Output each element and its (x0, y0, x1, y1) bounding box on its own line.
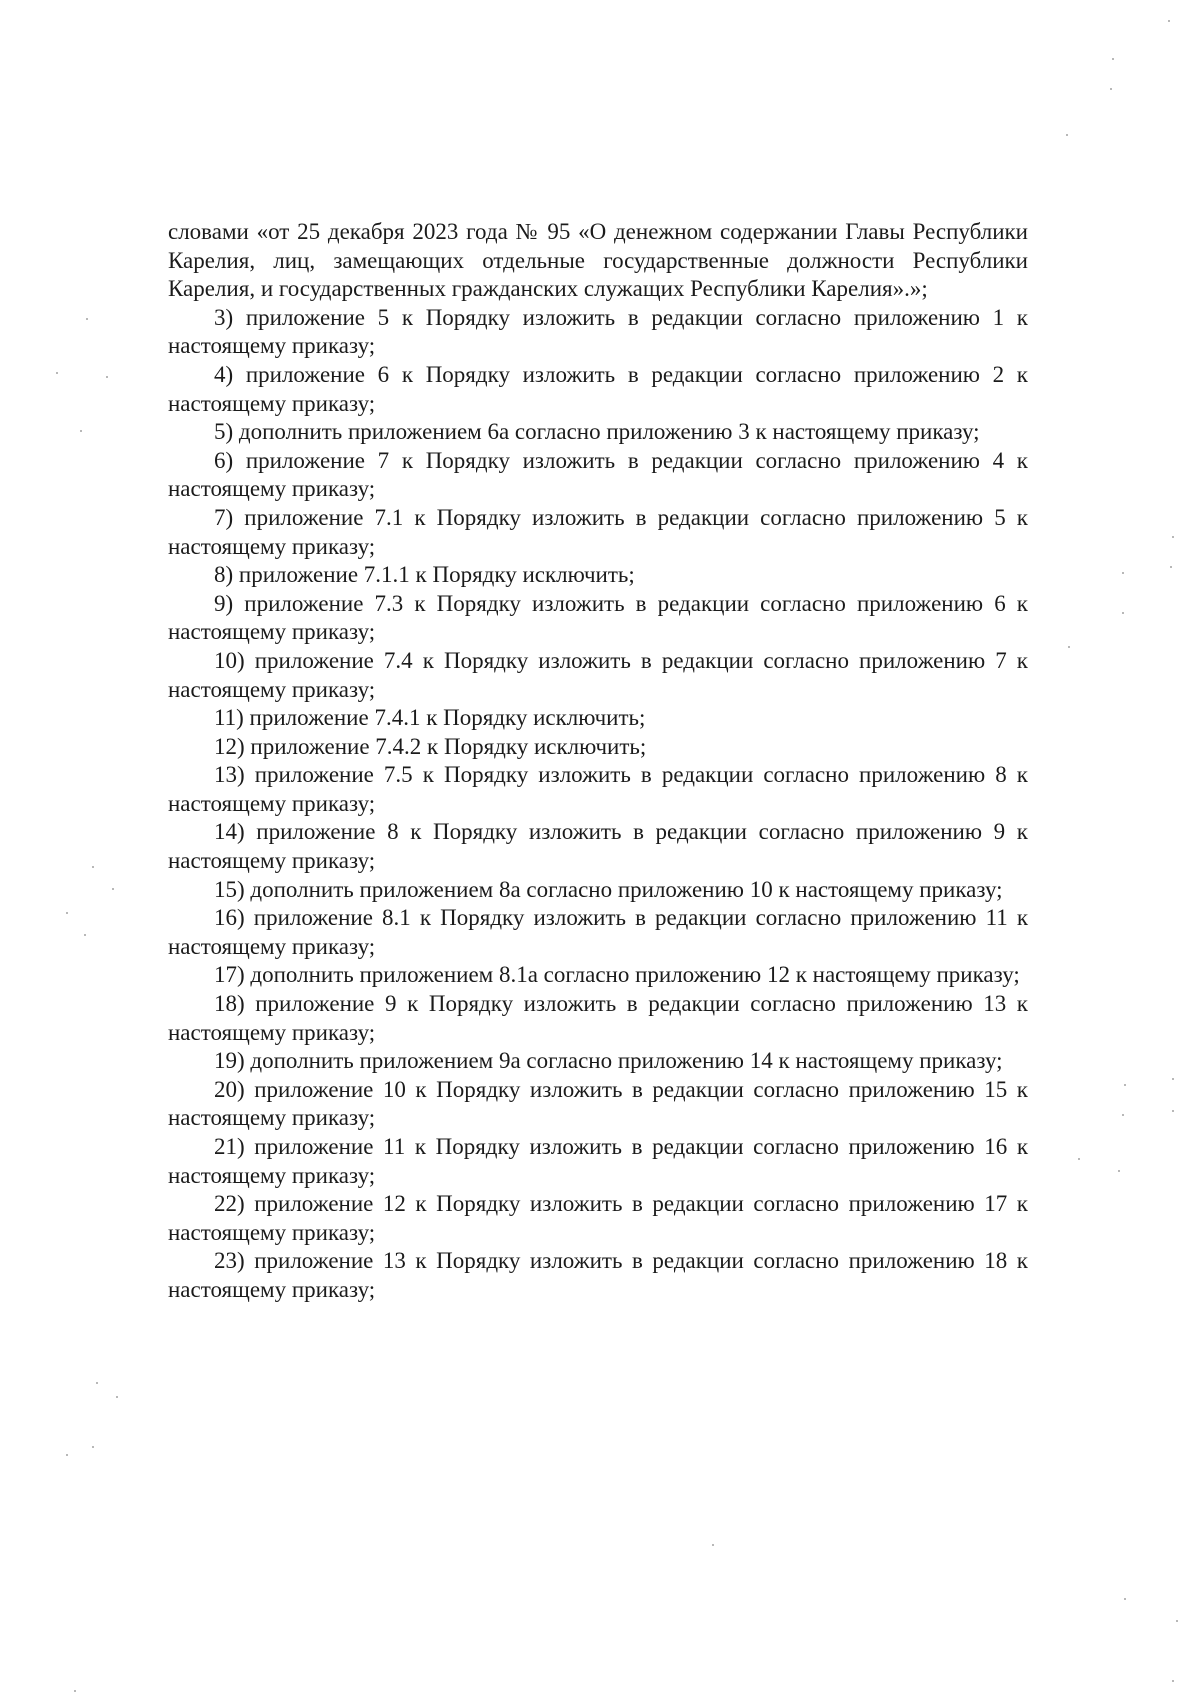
list-item: 18) приложение 9 к Порядку изложить в редакции согласно приложению 13 к настоящему приказу; (168, 991, 1028, 1045)
scan-speck (92, 866, 94, 868)
list-item: 4) приложение 6 к Порядку изложить в редакции согласно приложению 2 к настоящему приказу; (168, 361, 1028, 416)
document-body (168, 218, 1028, 1305)
list-item: 17) дополнить приложением 8.1а согласно приложению 12 к настоящему приказу; (214, 962, 1020, 988)
scan-speck (1172, 536, 1174, 538)
list-item: 6) приложение 7 к Порядку изложить в редакции согласно приложению 4 к настоящему приказу; (168, 447, 1028, 502)
scan-speck (1172, 1110, 1174, 1112)
scan-speck (1124, 1598, 1126, 1600)
scan-speck (1172, 1078, 1174, 1080)
scan-speck (1122, 612, 1124, 614)
scan-speck (1066, 134, 1068, 136)
scan-speck (92, 1446, 94, 1448)
scan-speck (106, 376, 108, 378)
scan-speck (1068, 646, 1070, 648)
scan-speck (84, 934, 86, 936)
list-item: 9) приложение 7.3 к Порядку изложить в редакции согласно приложению 6 к настоящему приказу; (168, 590, 1028, 645)
scan-speck (1110, 88, 1112, 90)
list-item: 8) приложение 7.1.1 к Порядку исключить; (214, 562, 635, 588)
scan-speck (86, 318, 88, 320)
scan-speck (112, 888, 114, 890)
scan-speck (1172, 1680, 1174, 1682)
scan-speck (66, 912, 68, 914)
list-item: 20) приложение 10 к Порядку изложить в редакции согласно приложению 15 к настоящему приказу; (168, 1076, 1028, 1131)
scan-speck (1124, 1084, 1126, 1086)
scan-speck (1118, 1170, 1120, 1172)
scan-speck (1168, 20, 1170, 22)
list-item: 22) приложение 12 к Порядку изложить в редакции согласно приложению 17 к настоящему приказу; (168, 1191, 1028, 1245)
scan-speck (1122, 1114, 1124, 1116)
list-item: 21) приложение 11 к Порядку изложить в редакции согласно приложению 16 к настоящему приказу; (168, 1134, 1028, 1188)
list-item: 5) дополнить приложением 6а согласно приложению 3 к настоящему приказу; (214, 419, 980, 445)
list-item: 3) приложение 5 к Порядку изложить в редакции согласно приложению 1 к настоящему приказу; (168, 304, 1028, 359)
scan-speck (1176, 1620, 1178, 1622)
list-item: 15) дополнить приложением 8а согласно приложению 10 к настоящему приказу; (214, 876, 1003, 902)
list-item: 12) приложение 7.4.2 к Порядку исключить; (214, 733, 647, 759)
list-item: 16) приложение 8.1 к Порядку изложить в редакции согласно приложению 11 к настоящему приказу; (168, 905, 1028, 959)
list-item: 19) дополнить приложением 9а согласно приложению 14 к настоящему приказу; (214, 1048, 1003, 1074)
scan-speck (1112, 58, 1114, 60)
list-item: 13) приложение 7.5 к Порядку изложить в редакции согласно приложению 8 к настоящему приказу; (168, 762, 1028, 816)
list-item: 10) приложение 7.4 к Порядку изложить в редакции согласно приложению 7 к настоящему приказу; (168, 647, 1028, 702)
list-item: 23) приложение 13 к Порядку изложить в редакции согласно приложению 18 к настоящему приказу; (168, 1248, 1028, 1302)
intro-paragraph: словами «от 25 декабря 2023 года № 95 «О денежном содержании Главы Республики Карелия, лиц, замещающих отдельные государственные должности Республики Карелия, и государственных гражданских служащих Республики Карелия».»; (168, 219, 1028, 302)
list-item: 11) приложение 7.4.1 к Порядку исключить; (214, 705, 646, 731)
list-item: 14) приложение 8 к Порядку изложить в редакции согласно приложению 9 к настоящему приказу; (168, 819, 1028, 874)
scan-speck (1122, 572, 1124, 574)
scan-speck (66, 1454, 68, 1456)
scan-speck (80, 430, 82, 432)
list-item: 7) приложение 7.1 к Порядку изложить в редакции согласно приложению 5 к настоящему приказу; (168, 504, 1028, 559)
scan-speck (712, 1544, 714, 1546)
scan-speck (116, 1396, 118, 1398)
scan-speck (1170, 566, 1172, 568)
scan-speck (74, 1690, 76, 1692)
scan-speck (56, 372, 58, 374)
scan-speck (96, 1382, 98, 1384)
scan-speck (1078, 1158, 1080, 1160)
